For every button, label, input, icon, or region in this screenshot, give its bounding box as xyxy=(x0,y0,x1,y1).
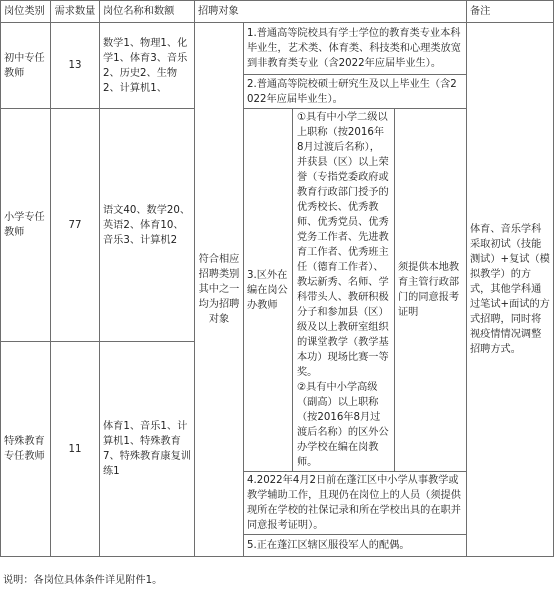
row-primary-category: 小学专任教师 xyxy=(1,109,51,342)
header-remark: 备注 xyxy=(467,1,554,23)
target-item-5: 5.正在蓬江区辖区服役军人的配偶。 xyxy=(244,535,467,557)
header-target: 招聘对象 xyxy=(195,1,467,23)
target-item-3-condition-b: ②具有中小学高级（副高）以上职称（按2016年8月过渡后名称）的区外公办学校在编在岗教师。 xyxy=(297,382,389,468)
target-item-1: 1.普通高等院校具有学士学位的教育类专业本科毕业生，艺术类、体育类、科技类和心理类放宽到非教育类专业（含2022年应届毕业生）。 xyxy=(244,23,467,75)
row-special-subjects: 体育1、音乐1、计算机1、特殊教育7、特殊教育康复训练1 xyxy=(100,342,195,557)
target-item-3-condition-a: ①具有中小学二级以上职称（按2016年8月过渡后名称），并获县（区）以上荣誉（专指党委政府或教育行政部门授予的优秀校长、优秀教师、优秀党员、优秀党务工作者、先进教育工作者、优秀班主任（德育工作者）、教坛新秀、名师、学科带头人、教研积极分子和参加县（区）级及以上教研室组织的课堂教学（教学基本功）现场比赛一等奖。 xyxy=(297,112,389,378)
remark-cell: 体育、音乐学科采取初试（技能测试）+复试（模拟教学）的方式，其他学科通过笔试+面试的方式招聘，同时将视疫情情况调整招聘方式。 xyxy=(467,23,554,557)
row-special-count: 11 xyxy=(51,342,100,557)
target-item-2: 2.普通高等院校硕士研究生及以上毕业生（含2022年应届毕业生）。 xyxy=(244,75,467,109)
target-item-3-conditions xyxy=(293,109,395,472)
header-category: 岗位类别 xyxy=(1,1,51,23)
target-item-4: 4.2022年4月2日前在蓬江区中小学从事教学或教学辅助工作，且现仍在岗位上的人员（须提供现所在学校的社保记录和所在学校出具的在职并同意报考证明）。 xyxy=(244,472,467,535)
target-group-label: 符合相应招聘类别其中之一均为招聘对象 xyxy=(195,23,244,557)
target-item-3-label: 3.区外在编在岗公办教师 xyxy=(244,109,293,472)
header-count: 需求数量 xyxy=(51,1,100,23)
footnote: 说明：各岗位具体条件详见附件1。 xyxy=(3,575,163,586)
row-junior-category: 初中专任教师 xyxy=(1,23,51,109)
row-junior-subjects: 数学1、物理1、化学1、体育3、音乐2、历史2、生物2、计算机1、 xyxy=(100,23,195,109)
row-junior-count: 13 xyxy=(51,23,100,109)
row-primary-count: 77 xyxy=(51,109,100,342)
header-subjects: 岗位名称和数额 xyxy=(100,1,195,23)
row-primary-subjects: 语文40、数学20、英语2、体育10、音乐3、计算机2 xyxy=(100,109,195,342)
target-item-3-requirement: 须提供本地教育主管行政部门的同意报考证明 xyxy=(395,109,467,472)
row-special-category: 特殊教育专任教师 xyxy=(1,342,51,557)
